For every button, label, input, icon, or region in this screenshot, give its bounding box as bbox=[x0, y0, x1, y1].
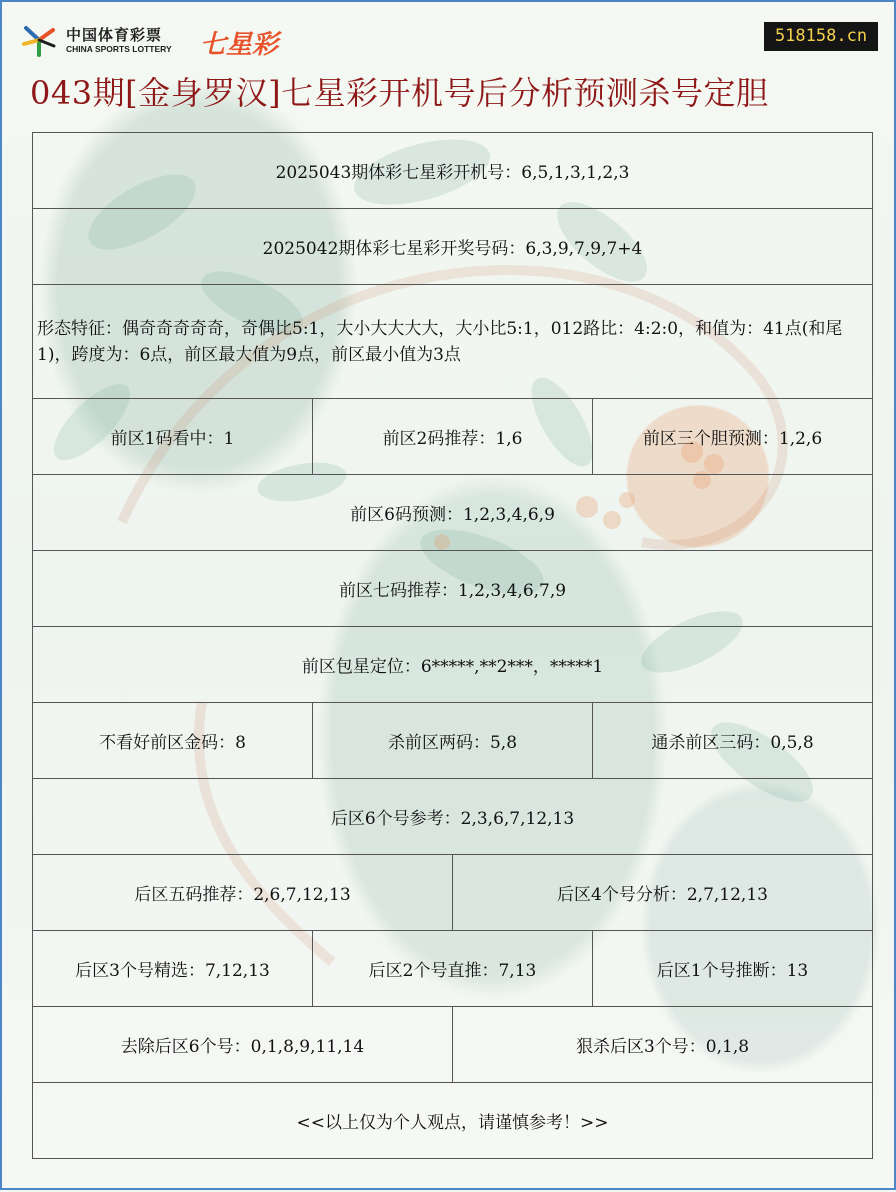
page-title: 043期[金身罗汉]七星彩开机号后分析预测杀号定胆 bbox=[30, 74, 769, 112]
lottery-emblem-icon bbox=[20, 22, 58, 58]
front-position-cell: 前区包星定位：6*****,**2***，*****1 bbox=[33, 627, 873, 703]
table-row bbox=[33, 285, 873, 399]
back-4-code-cell: 后区4个号分析：2,7,12,13 bbox=[453, 855, 873, 931]
back-5-code-cell: 后区五码推荐：2,6,7,12,13 bbox=[33, 855, 453, 931]
kill-front-3-cell: 通杀前区三码：0,5,8 bbox=[593, 703, 873, 779]
table-row bbox=[33, 1007, 873, 1083]
qixingcai-wordmark: 七星彩 bbox=[200, 30, 279, 60]
opening-numbers-cell: 2025043期体彩七星彩开机号：6,5,1,3,1,2,3 bbox=[33, 133, 873, 209]
china-sports-lottery-logo bbox=[20, 20, 280, 60]
front-3-dan-cell: 前区三个胆预测：1,2,6 bbox=[593, 399, 873, 475]
table-row bbox=[33, 779, 873, 855]
disclaimer-cell: <<以上仅为个人观点，请谨慎参考！>> bbox=[33, 1083, 873, 1159]
back-2-code-cell: 后区2个号直推：7,13 bbox=[313, 931, 593, 1007]
back-1-code-cell: 后区1个号推断：13 bbox=[593, 931, 873, 1007]
table-row bbox=[33, 399, 873, 475]
site-domain-badge[interactable]: 518158.cn bbox=[764, 22, 878, 51]
front-7-code-cell: 前区七码推荐：1,2,3,4,6,7,9 bbox=[33, 551, 873, 627]
table-row bbox=[33, 703, 873, 779]
front-gold-code-cell: 不看好前区金码：8 bbox=[33, 703, 313, 779]
kill-front-2-cell: 杀前区两码：5,8 bbox=[313, 703, 593, 779]
logo-english-text: CHINA SPORTS LOTTERY bbox=[66, 44, 172, 54]
previous-draw-cell: 2025042期体彩七星彩开奖号码：6,3,9,7,9,7+4 bbox=[33, 209, 873, 285]
table-row bbox=[33, 209, 873, 285]
table-row bbox=[33, 133, 873, 209]
remove-back-6-cell: 去除后区6个号：0,1,8,9,11,14 bbox=[33, 1007, 453, 1083]
back-6-ref-cell: 后区6个号参考：2,3,6,7,12,13 bbox=[33, 779, 873, 855]
back-3-code-cell: 后区3个号精选：7,12,13 bbox=[33, 931, 313, 1007]
table-row bbox=[33, 627, 873, 703]
table-row bbox=[33, 475, 873, 551]
logo-chinese-text: 中国体育彩票 bbox=[66, 27, 163, 44]
front-1-code-cell: 前区1码看中：1 bbox=[33, 399, 313, 475]
front-6-code-cell: 前区6码预测：1,2,3,4,6,9 bbox=[33, 475, 873, 551]
front-2-code-cell: 前区2码推荐：1,6 bbox=[313, 399, 593, 475]
table-row bbox=[33, 1083, 873, 1159]
table-row bbox=[33, 931, 873, 1007]
table-row bbox=[33, 855, 873, 931]
table-row bbox=[33, 551, 873, 627]
kill-back-3-cell: 狠杀后区3个号：0,1,8 bbox=[453, 1007, 873, 1083]
prediction-table bbox=[32, 132, 873, 1159]
pattern-features-cell: 形态特征：偶奇奇奇奇奇，奇偶比5:1，大小大大大大，大小比5:1，012路比：4:2:0，和值为：41点(和尾1)，跨度为：6点，前区最大值为9点，前区最小值为3点 bbox=[33, 285, 873, 399]
